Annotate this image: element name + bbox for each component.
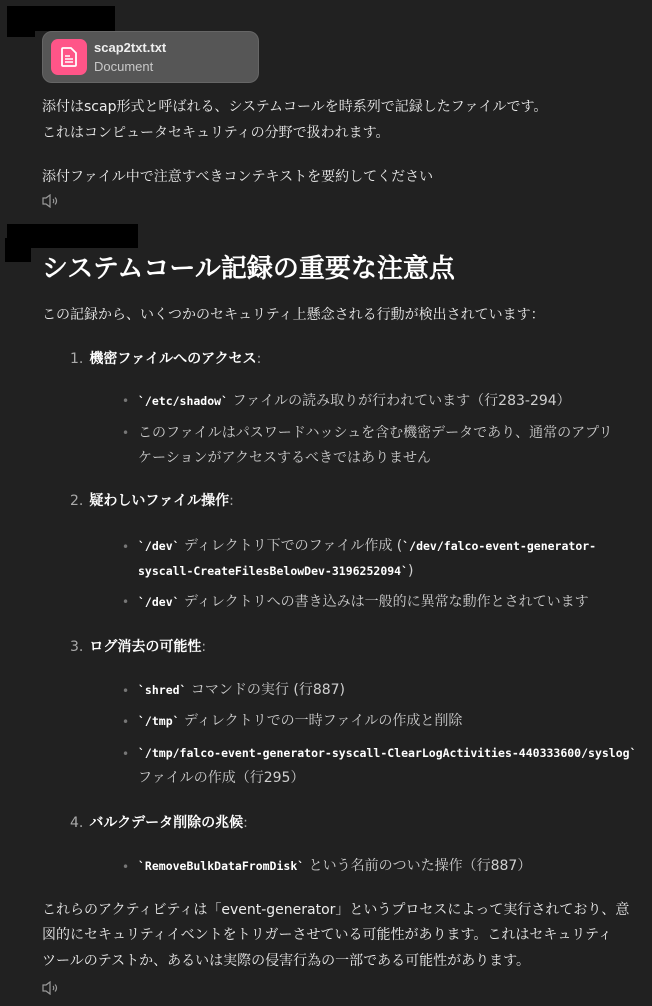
bullet-text: `/dev` ディレクトリへの書き込みは一般的に異常な動作とされています xyxy=(138,594,589,610)
bullet-text: `RemoveBulkDataFromDisk` という名前のついた操作（行887） xyxy=(138,858,532,874)
attachment-type: Document xyxy=(94,59,154,74)
read-aloud-button[interactable] xyxy=(42,981,60,999)
response-intro: この記録から、いくつかのセキュリティ上懸念される行動が検出されています： xyxy=(42,307,545,323)
bullet: • xyxy=(122,747,130,761)
list-item-title: 疑わしいファイル操作 xyxy=(89,493,230,509)
conclusion-line: ツールのテストか、あるいは実際の侵害行為の一部である可能性があります。 xyxy=(42,953,531,969)
response-title: システムコール記録の重要な注意点 xyxy=(42,254,455,284)
conclusion-line: 図的にセキュリティイベントをトリガーさせている可能性があります。これはセキュリティ xyxy=(42,927,612,943)
bullet-text: ファイルの作成（行295） xyxy=(138,770,305,786)
list-item-title: 機密ファイルへのアクセス xyxy=(89,351,257,367)
list-item-number: 2. 疑わしいファイル操作: xyxy=(70,493,234,509)
user-message-line: 添付はscap形式と呼ばれる、システムコールを時系列で記録したファイルです。 xyxy=(42,99,548,115)
user-message-line: 添付ファイル中で注意すべきコンテキストを要約してください xyxy=(42,169,434,185)
list-item-number: 3. ログ消去の可能性: xyxy=(70,639,207,655)
bullet-text: `/tmp` ディレクトリでの一時ファイルの作成と削除 xyxy=(138,713,463,729)
bullet-text: `/dev` ディレクトリ下でのファイル作成 (`/dev/falco-event-generator- xyxy=(138,538,597,554)
bullet: • xyxy=(122,426,130,440)
bullet: • xyxy=(122,684,130,698)
list-item-number: 4. バルクデータ削除の兆候: xyxy=(70,815,248,831)
conclusion-line: これらのアクティビティは「event-generator」というプロセスによって実行されており、意 xyxy=(42,902,630,918)
list-item-number: 1. 機密ファイルへのアクセス: xyxy=(70,351,262,367)
bullet: • xyxy=(122,715,130,729)
read-aloud-button[interactable] xyxy=(42,194,60,212)
user-message-line: これはコンピュータセキュリティの分野で扱われます。 xyxy=(42,125,390,141)
speaker-icon xyxy=(42,981,60,995)
list-item-title: ログ消去の可能性 xyxy=(89,639,202,655)
bullet: • xyxy=(122,595,130,609)
attachment-card[interactable] xyxy=(42,31,259,83)
redacted-user-avatar xyxy=(7,6,35,37)
bullet: • xyxy=(122,394,130,408)
bullet-text: ケーションがアクセスするべきではありません xyxy=(138,450,432,466)
bullet-text: syscall-CreateFilesBelowDev-3196252094`) xyxy=(138,563,414,579)
bullet-text: このファイルはパスワードハッシュを含む機密データであり、通常のアプリ xyxy=(138,425,613,441)
speaker-icon xyxy=(42,194,60,208)
list-item-title: バルクデータ削除の兆候 xyxy=(89,815,244,831)
bullet: • xyxy=(122,860,130,874)
bullet-text: `shred` コマンドの実行 (行887) xyxy=(138,682,346,698)
attachment-name: scap2txt.txt xyxy=(94,40,167,55)
redacted-assistant-avatar xyxy=(5,238,31,262)
document-icon xyxy=(51,39,87,75)
bullet-text: `/tmp/falco-event-generator-syscall-ClearLogActivities-440333600/syslog` xyxy=(138,746,637,760)
bullet: • xyxy=(122,540,130,554)
bullet-text: `/etc/shadow` ファイルの読み取りが行われています（行283-294） xyxy=(138,393,571,409)
